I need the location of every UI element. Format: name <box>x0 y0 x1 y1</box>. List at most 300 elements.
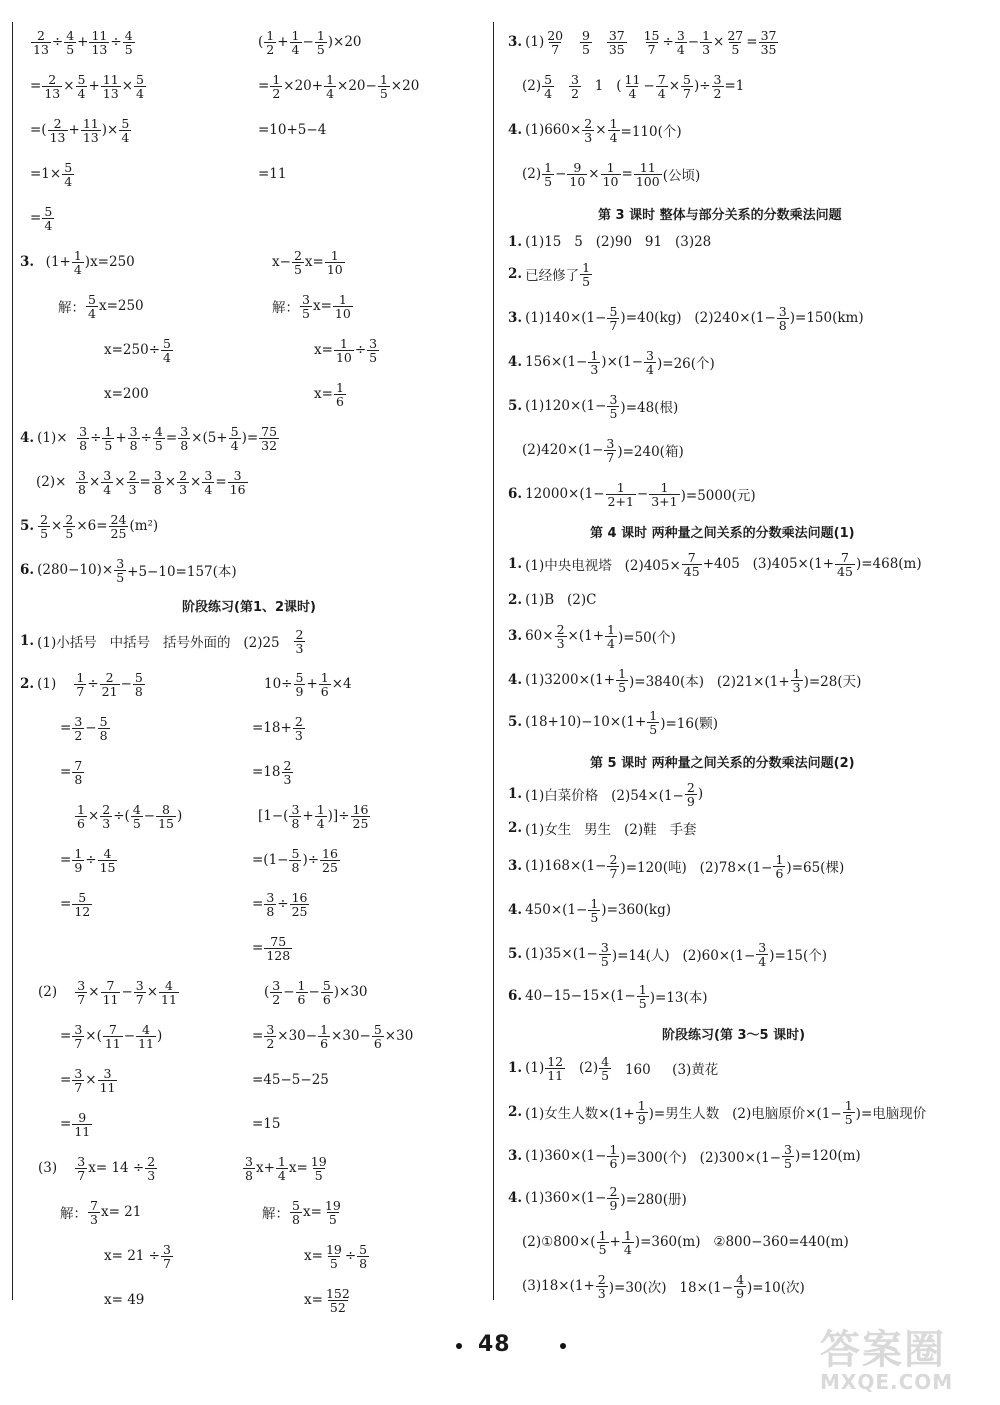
numerator: 2 <box>597 1271 606 1287</box>
denominator: 7 <box>647 41 656 57</box>
numerator: 4 <box>66 27 75 43</box>
expression-text: 156×(1− <box>525 354 588 370</box>
numerator: 5 <box>163 335 171 351</box>
expression-text: (1)140×(1− <box>525 310 607 326</box>
expression-text: = <box>60 1072 72 1088</box>
numerator: 3 <box>78 467 86 483</box>
expression-text: )=65(棵) <box>786 860 845 876</box>
numerator: 5 <box>64 159 73 175</box>
question-number: 2. <box>508 266 523 282</box>
denominator: 10 <box>569 173 586 189</box>
numerator: 1 <box>266 27 275 43</box>
expression-text: (1)中央电视塔 (2)405× <box>525 558 681 574</box>
numerator: 3 <box>233 467 242 483</box>
numerator: 2 <box>295 626 304 642</box>
answer-line <box>252 1016 413 1056</box>
expression-text: =(1− <box>252 852 289 868</box>
expression-text: (2) <box>522 78 542 94</box>
expression-text: )=40(kg) (2)240×(1− <box>620 310 776 326</box>
expression-text: )÷ <box>693 78 711 94</box>
numerator: 3 <box>646 347 654 363</box>
expression-text: )=电脑现价 <box>855 1106 927 1122</box>
expression-text: ÷ <box>277 896 289 912</box>
expression-text: )=28(天) <box>803 674 862 690</box>
answer-line <box>104 374 149 414</box>
fraction <box>607 305 619 332</box>
numerator: 152 <box>325 1285 350 1301</box>
numerator: 16 <box>352 801 369 817</box>
expression-text: )=240(箱) <box>617 444 684 460</box>
denominator: 2 <box>272 991 281 1007</box>
expression-text: ×(1+ <box>567 628 605 644</box>
expression-text: x=200 <box>104 386 149 402</box>
denominator: 10 <box>326 261 343 277</box>
numerator: 1 <box>338 291 347 307</box>
fraction <box>72 715 84 742</box>
answer-line <box>252 708 306 748</box>
question-number: 3. <box>508 628 523 644</box>
expression-text: 60× <box>525 628 554 644</box>
question-number: 4. <box>508 1190 523 1206</box>
numerator: 4 <box>132 801 141 817</box>
answer-line <box>304 1236 370 1276</box>
answer-line <box>508 1092 926 1132</box>
answer-line <box>242 1148 330 1188</box>
fraction <box>159 979 179 1006</box>
numerator: 2 <box>556 621 565 637</box>
denominator: 8 <box>134 683 143 699</box>
answer-line <box>508 1178 687 1218</box>
numerator: 7 <box>841 549 849 565</box>
question-number: 3. <box>508 310 523 326</box>
question-number: 4. <box>508 672 523 688</box>
fraction <box>607 853 619 880</box>
fraction <box>725 29 745 56</box>
expression-text: × <box>114 474 126 490</box>
answer-line <box>252 752 294 792</box>
fraction <box>378 73 390 100</box>
answer-line <box>508 1048 718 1088</box>
denominator: 7 <box>551 41 560 57</box>
denominator: 5 <box>314 1167 323 1183</box>
expression-text: (1)15 5 (2)90 91 (3)28 <box>525 234 712 250</box>
fraction <box>756 941 768 968</box>
numerator: 3 <box>266 1021 275 1037</box>
fraction <box>289 803 301 830</box>
denominator: 128 <box>266 947 291 963</box>
watermark-text: 答案圈 <box>820 1327 946 1373</box>
expression-text: = <box>252 1028 264 1044</box>
expression-text: x= <box>288 1160 308 1176</box>
denominator: 5 <box>784 1155 792 1171</box>
fraction <box>545 29 565 56</box>
fraction <box>636 1099 648 1126</box>
expression-text: − <box>120 676 132 692</box>
expression-text: 10÷ <box>264 676 293 692</box>
expression-text: × <box>121 78 134 94</box>
denominator: 7 <box>163 1255 171 1271</box>
fraction <box>101 73 121 100</box>
fraction <box>109 513 129 540</box>
numerator: 4 <box>142 1021 150 1037</box>
expression-text: x= <box>314 386 333 402</box>
expression-text: × <box>88 984 100 1000</box>
numerator: 11 <box>102 71 119 87</box>
numerator: 4 <box>154 423 163 439</box>
answer-line <box>508 474 756 514</box>
page-dot-left <box>456 1343 462 1349</box>
denominator: 5 <box>328 1211 337 1227</box>
denominator: 11 <box>99 1079 116 1095</box>
expression-text: )× <box>101 122 119 138</box>
question-number: 5. <box>508 946 523 962</box>
expression-text: (1)B (2)C <box>525 592 597 608</box>
answer-line <box>20 550 237 590</box>
denominator: 4 <box>163 349 171 365</box>
fraction <box>75 979 87 1006</box>
numerator: 37 <box>608 27 625 43</box>
denominator: 11 <box>547 1067 564 1083</box>
denominator: 5 <box>132 815 141 831</box>
question-number: 3. <box>508 858 523 874</box>
denominator: 3 <box>556 635 565 651</box>
denominator: 4 <box>326 85 335 101</box>
denominator: 5 <box>582 41 590 57</box>
numerator: 4 <box>601 1053 610 1069</box>
denominator: 52 <box>329 1299 346 1315</box>
numerator: 4 <box>103 845 112 861</box>
fraction <box>127 469 139 496</box>
section-heading: 阶段练习(第 3～5 课时) <box>662 1028 806 1043</box>
numerator: 4 <box>124 27 133 43</box>
answer-line <box>36 462 249 502</box>
numerator: 1 <box>792 665 801 681</box>
answer-line <box>104 1280 144 1320</box>
expression-text: (1)168×(1− <box>525 858 607 874</box>
fraction <box>293 715 305 742</box>
section-heading: 第 5 课时 两种量之间关系的分数乘法问题(2) <box>590 756 855 771</box>
denominator: 4 <box>657 85 666 101</box>
denominator: 7 <box>76 683 85 699</box>
expression-text: = <box>139 474 151 490</box>
denominator: 9 <box>609 1197 618 1213</box>
numerator: 3 <box>116 555 125 571</box>
expression-text: × <box>588 166 600 182</box>
denominator: 10 <box>334 305 351 321</box>
fraction <box>136 1023 156 1050</box>
numerator: 2 <box>65 511 74 527</box>
expression-text: )x=250 <box>84 254 135 270</box>
fraction <box>294 671 306 698</box>
fraction <box>98 847 118 874</box>
denominator: 6 <box>609 1155 618 1171</box>
numerator: 1 <box>544 159 553 175</box>
fraction <box>72 249 84 276</box>
question-number: 5. <box>20 518 35 534</box>
denominator: 9 <box>637 1111 646 1127</box>
fraction <box>545 1055 565 1082</box>
fraction <box>309 1155 329 1182</box>
numerator: 3 <box>570 71 579 87</box>
fraction <box>102 425 114 452</box>
numerator: 5 <box>136 71 144 87</box>
numerator: 1 <box>74 845 83 861</box>
denominator: 6 <box>335 393 344 409</box>
numerator: 5 <box>683 71 691 87</box>
denominator: 3+1 <box>651 493 678 509</box>
fraction <box>835 551 855 578</box>
expression-text: × <box>63 78 75 94</box>
fraction <box>357 1243 369 1270</box>
expression-text: (1)女生 男生 (2)鞋 手套 <box>525 822 697 838</box>
numerator: 2 <box>283 757 292 773</box>
denominator: 7 <box>135 991 144 1007</box>
numerator: 1 <box>291 27 300 43</box>
answer-line <box>60 1104 93 1144</box>
fraction <box>601 161 621 188</box>
expression-text: 40−15−15×(1− <box>525 988 636 1004</box>
numerator: 5 <box>88 291 96 307</box>
answer-line <box>522 1266 805 1306</box>
watermark-url: MXQE.COM <box>820 1370 954 1394</box>
denominator: 4 <box>73 261 82 277</box>
expression-text: +5−10=157(本) <box>127 564 237 580</box>
fraction <box>100 803 112 830</box>
denominator: 5 <box>369 349 378 365</box>
fraction <box>542 73 554 100</box>
expression-text: =10+5−4 <box>258 122 327 138</box>
answer-line <box>60 1192 141 1232</box>
fraction <box>623 73 643 100</box>
expression-text: ÷ <box>85 852 97 868</box>
fraction <box>296 979 308 1006</box>
denominator: 35 <box>608 41 625 57</box>
denominator: 4 <box>316 815 325 831</box>
answer-line <box>508 702 718 742</box>
denominator: 4 <box>230 437 239 453</box>
denominator: 4 <box>607 635 615 651</box>
expression-text: )=13(本) <box>649 990 708 1006</box>
expression-text: + <box>306 676 318 692</box>
expression-text: x=250 <box>98 298 144 314</box>
fraction <box>64 29 76 56</box>
denominator: 5 <box>40 525 49 541</box>
denominator: 32 <box>261 437 278 453</box>
expression-text: = <box>165 430 178 446</box>
denominator: 4 <box>44 217 53 233</box>
expression-text: ) <box>156 1028 163 1044</box>
numerator: 5 <box>99 713 108 729</box>
fraction <box>300 293 312 320</box>
fraction <box>588 349 600 376</box>
expression-text: ÷ <box>110 34 122 50</box>
expression-text: (1)白菜价格 (2)54×(1− <box>525 788 684 804</box>
expression-text: ×20− <box>337 78 377 94</box>
expression-text: (1)× <box>37 430 77 446</box>
denominator: 6 <box>775 865 784 881</box>
expression-text: × <box>85 1072 97 1088</box>
fraction <box>588 897 600 924</box>
fraction <box>622 1229 634 1256</box>
answer-line <box>264 664 352 704</box>
fraction <box>604 437 616 464</box>
numerator: 2 <box>105 669 114 685</box>
denominator: 4 <box>646 361 654 377</box>
expression-text: )=14(人) (2)60×(1− <box>611 948 756 964</box>
fraction <box>734 1273 746 1300</box>
expression-text: (2) <box>38 984 75 1000</box>
fraction <box>264 935 292 962</box>
numerator: 16 <box>322 845 338 861</box>
answer-line <box>252 840 341 880</box>
denominator: 5 <box>302 305 310 321</box>
numerator: 2 <box>48 71 57 87</box>
answer-line <box>508 254 593 294</box>
numerator: 4 <box>165 977 173 993</box>
expression-text: × <box>668 78 680 94</box>
denominator: 7 <box>77 991 86 1007</box>
denominator: 5 <box>154 437 163 453</box>
answer-line <box>30 198 55 238</box>
fraction <box>681 73 693 100</box>
expression-text: 160 (3)黄花 <box>612 1062 719 1078</box>
expression-text: = <box>258 78 270 94</box>
numerator: 5 <box>121 115 130 131</box>
denominator: 8 <box>79 437 88 453</box>
expression-text: ÷ <box>51 34 64 50</box>
answer-line <box>252 1060 329 1100</box>
numerator: 3 <box>291 801 300 817</box>
answer-line <box>522 66 744 106</box>
denominator: 8 <box>78 481 86 497</box>
expression-text: − <box>123 1028 136 1044</box>
denominator: 11 <box>104 1035 121 1051</box>
expression-text: (1)120×(1− <box>525 398 607 414</box>
answer-line <box>60 708 111 748</box>
expression-text: )=120(吨) (2)78×(1− <box>620 860 773 876</box>
fraction <box>649 481 679 508</box>
fraction <box>644 349 656 376</box>
section-heading: 第 3 课时 整体与部分关系的分数乘法问题 <box>598 208 842 223</box>
denominator: 5 <box>104 437 113 453</box>
answer-line <box>508 976 707 1016</box>
fraction <box>81 117 101 144</box>
numerator: 3 <box>77 1153 86 1169</box>
numerator: 5 <box>77 71 86 87</box>
numerator: 1 <box>775 851 784 867</box>
numerator: 2 <box>128 467 137 483</box>
question-number: 3. <box>20 254 35 270</box>
expression-text: x= <box>312 298 332 314</box>
numerator: 3 <box>245 1153 253 1169</box>
fraction <box>264 1023 276 1050</box>
question-number: 5. <box>508 398 523 414</box>
fraction <box>264 29 276 56</box>
numerator: 3 <box>163 1241 171 1257</box>
expression-text: )=26(个) <box>657 356 715 372</box>
fraction <box>607 29 627 56</box>
numerator: 3 <box>103 467 112 483</box>
question-number: 4. <box>20 430 35 446</box>
fraction <box>229 425 241 452</box>
answer-line <box>508 580 596 620</box>
fraction <box>333 293 353 320</box>
expression-text: )=280(册) <box>620 1192 687 1208</box>
fraction <box>48 117 68 144</box>
numerator: 3 <box>204 467 213 483</box>
numerator: 3 <box>676 27 685 43</box>
expression-text: )=360(kg) <box>601 902 671 918</box>
denominator: 11 <box>102 991 119 1007</box>
numerator: 2 <box>686 779 695 795</box>
numerator: 2 <box>609 851 618 867</box>
answer-line <box>508 890 671 930</box>
answer-line <box>30 110 132 150</box>
expression-text: =1 <box>724 78 745 94</box>
numerator: 9 <box>573 159 582 175</box>
expression-text: )=16(颗) <box>660 716 719 732</box>
answer-line <box>258 66 419 106</box>
answer-line <box>60 1060 118 1100</box>
denominator: 5 <box>379 85 388 101</box>
left-margin-rule <box>12 22 13 1300</box>
fraction <box>712 73 724 100</box>
numerator: 20 <box>547 27 564 43</box>
fraction <box>103 1023 123 1050</box>
expression-text: − <box>555 166 567 182</box>
fraction <box>131 803 143 830</box>
answer-line <box>30 66 147 106</box>
fraction <box>75 1155 87 1182</box>
numerator: 3 <box>103 1065 112 1081</box>
expression-text: ÷ <box>344 1248 357 1264</box>
fraction <box>682 551 702 578</box>
numerator: 2 <box>179 467 188 483</box>
numerator: 2 <box>294 713 303 729</box>
numerator: 2 <box>147 1153 156 1169</box>
answer-line <box>30 22 136 62</box>
expression-text: x= <box>304 1248 323 1264</box>
denominator: 5 <box>66 41 75 57</box>
numerator: 3 <box>180 423 189 439</box>
denominator: 5 <box>316 41 325 57</box>
denominator: 5 <box>600 953 609 969</box>
expression-text: + <box>77 34 89 50</box>
denominator: 3 <box>90 1211 98 1227</box>
denominator: 6 <box>297 991 306 1007</box>
numerator: 2 <box>36 27 45 43</box>
numerator: 5 <box>230 423 239 439</box>
expression-text: − <box>121 984 133 1000</box>
denominator: 3 <box>702 41 711 57</box>
fraction <box>177 469 189 496</box>
fraction <box>597 1229 609 1256</box>
expression-text: x= <box>304 1292 323 1308</box>
numerator: 1 <box>330 247 339 263</box>
expression-text: (1) <box>525 1060 545 1076</box>
fraction <box>315 803 327 830</box>
denominator: 5 <box>329 1255 338 1271</box>
denominator: 8 <box>180 437 189 453</box>
section-heading: 阶段练习(第1、2课时) <box>182 600 316 615</box>
fraction <box>178 425 190 452</box>
expression-text: )=5000(元) <box>680 488 756 504</box>
numerator: 1 <box>616 479 625 495</box>
fraction <box>133 671 145 698</box>
expression-text: = <box>60 720 72 736</box>
question-number: 6. <box>20 562 35 578</box>
answer-line <box>262 1192 344 1232</box>
